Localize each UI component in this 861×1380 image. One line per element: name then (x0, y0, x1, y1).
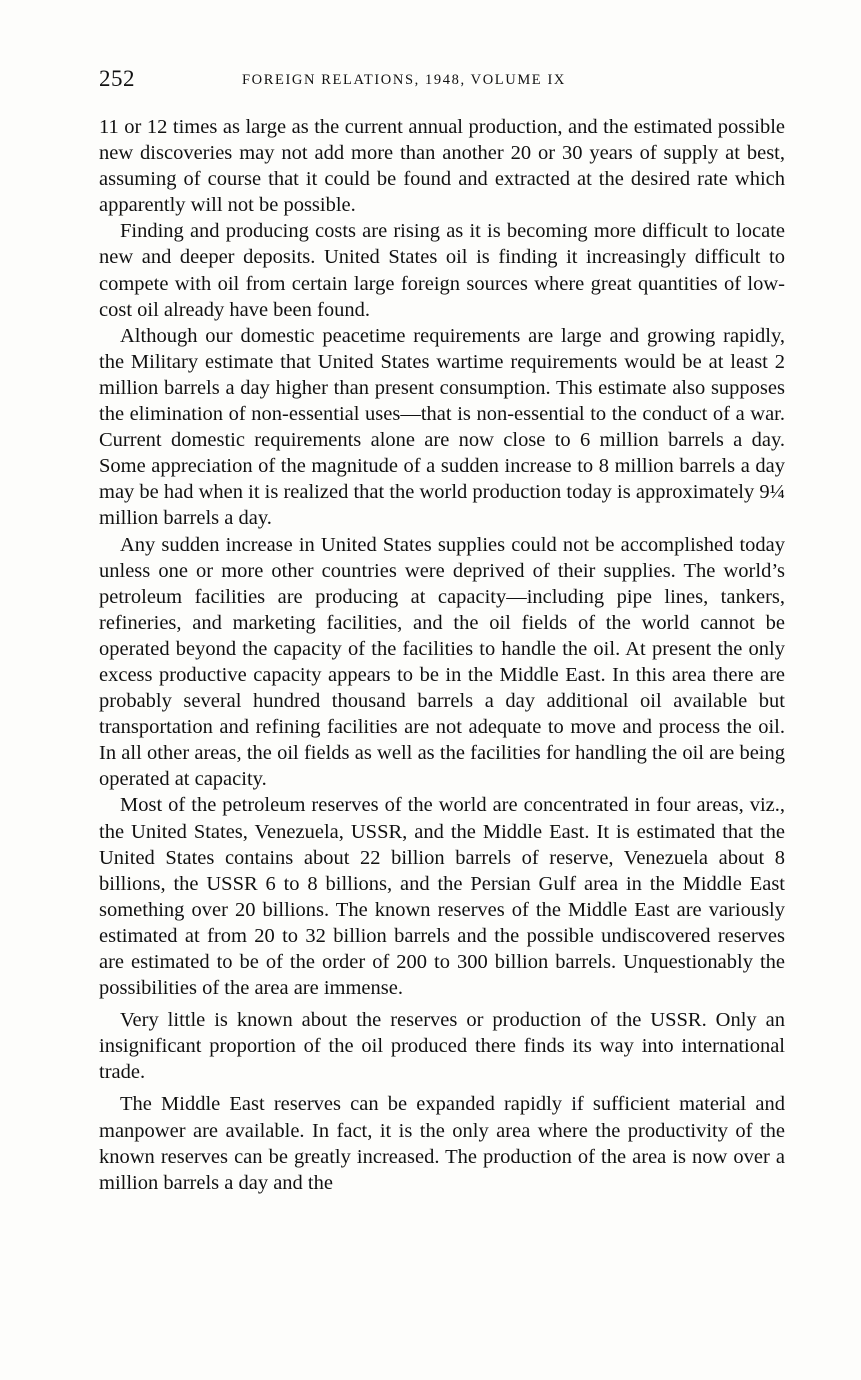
paragraph-reserves: Most of the petroleum reserves of the world are concentrated in four areas, viz., the United States, Venezuela, USSR, and the Middle East. It is estimated that the United States contains about 22 billion barrels of reserve, Venezuela about 8 billions, the USSR 6 to 8 billions, and the Persian Gulf area in the Middle East something over 20 billions. The known reserves of the Middle East are variously estimated at from 20 to 32 billion barrels and the possible undiscovered reserves are estimated to be of the order of 200 to 300 billion barrels. Unquestionably the possibilities of the area are immense. (99, 794, 785, 1000)
paragraph-supplies: Any sudden increase in United States supplies could not be accomplished today unless one or more other countries were deprived of their supplies. The world’s petroleum facilities are producing at capacity—including pipe lines, tankers, refineries, and marketing facilities, and the oil fields of the world cannot be operated beyond the capacity of the facilities to handle the oil. At present the only excess productive capacity appears to be in the Middle East. In this area there are probably several hundred thousand barrels a day additional oil available but transportation and refining facilities are not adequate to move and process the oil. In all other areas, the oil fields as well as the facilities for handling the oil are being operated at capacity. (99, 533, 785, 791)
paragraph-finding-costs: Finding and producing costs are rising as it is becoming more difficult to locate new and deeper deposits. United States oil is finding it increasingly difficult to compete with oil from certain large foreign sources where great quantities of low-cost oil already have been found. (99, 220, 785, 321)
running-head (99, 66, 785, 100)
document-page (99, 66, 785, 1196)
paragraph-requirements: Although our domestic peacetime requirements are large and growing rapidly, the Military estimate that United States wartime requirements would be at least 2 million barrels a day higher than present consumption. This estimate also supposes the elimination of non-essential uses—that is non-essential to the conduct of a war. Current domestic requirements alone are now close to 6 million barrels a day. Some appreciation of the magnitude of a sudden increase to 8 million barrels a day may be had when it is realized that the world production today is approximately 9¼ million barrels a day. (99, 324, 785, 530)
running-title: FOREIGN RELATIONS, 1948, VOLUME IX (242, 72, 566, 88)
paragraph-middle-east: The Middle East reserves can be expanded rapidly if sufficient material and manpower are available. In fact, it is the only area where the productivity of the known reserves can be greatly increased. The production of the area is now over a million barrels a day and the (99, 1093, 785, 1194)
page-number: 252 (99, 66, 135, 91)
paragraph-ussr: Very little is known about the reserves or production of the USSR. Only an insignificant proportion of the oil produced there finds its way into international trade. (99, 1009, 785, 1084)
paragraph-continuation: 11 or 12 times as large as the current annual production, and the estimated possible new discoveries may not add more than another 20 or 30 years of supply at best, assuming of course that it could be found and extracted at the desired rate which apparently will not be possible. (99, 116, 785, 217)
